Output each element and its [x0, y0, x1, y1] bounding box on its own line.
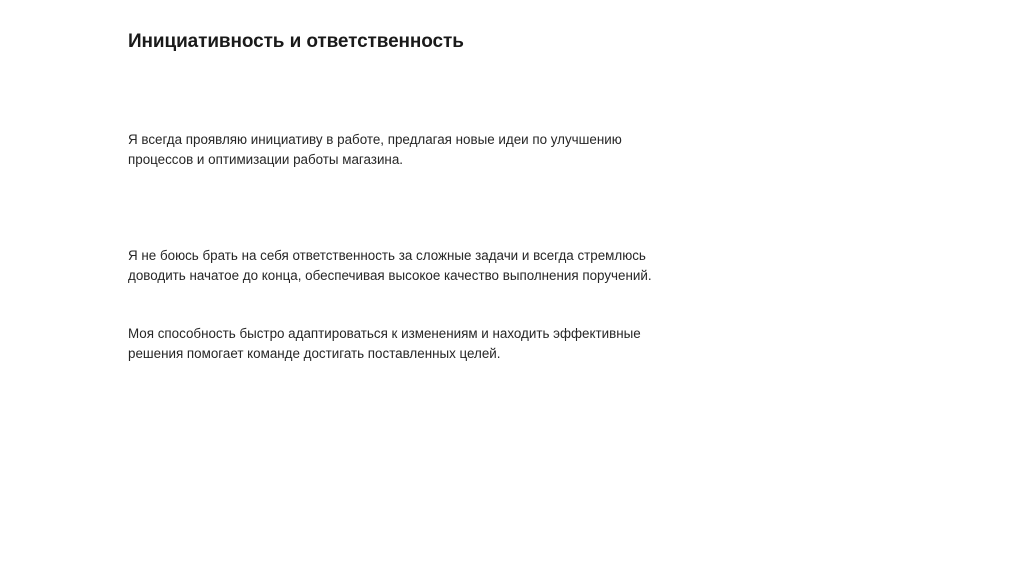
paragraph-line: Я всегда проявляю инициативу в работе, предлагая новые идеи по улучшению	[128, 132, 622, 147]
paragraph-responsibility	[128, 246, 748, 286]
paragraph-line: процессов и оптимизации работы магазина.	[128, 152, 403, 167]
paragraph-line: решения помогает команде достигать поставленных целей.	[128, 346, 501, 361]
paragraph-initiative	[128, 130, 748, 170]
slide-title: Инициативность и ответственность	[128, 31, 464, 52]
paragraph-line: Моя способность быстро адаптироваться к изменениям и находить эффективные	[128, 326, 641, 341]
paragraph-line: доводить начатое до конца, обеспечивая высокое качество выполнения поручений.	[128, 268, 652, 283]
paragraph-adaptability	[128, 324, 748, 364]
paragraph-line: Я не боюсь брать на себя ответственность за сложные задачи и всегда стремлюсь	[128, 248, 646, 263]
